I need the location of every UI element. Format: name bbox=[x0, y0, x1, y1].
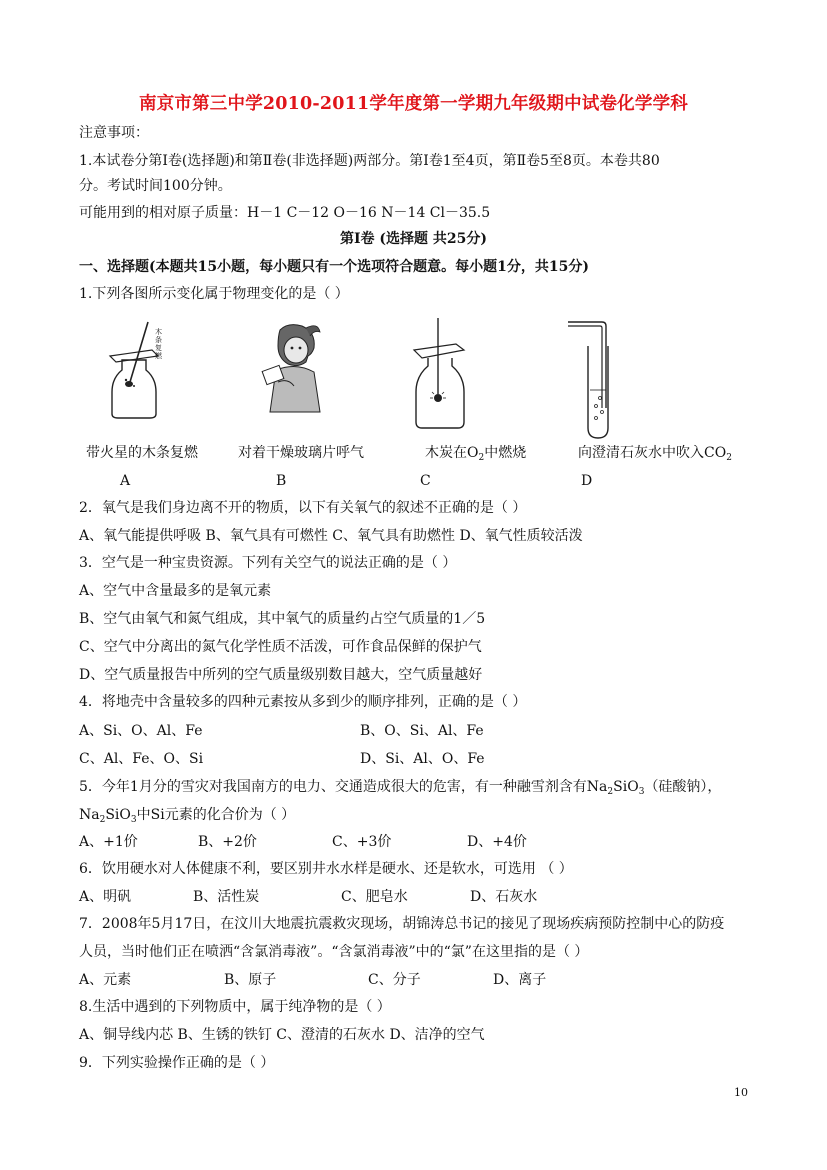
question-3-option-d: D、空气质量报告中所列的空气质量级别数目越大，空气质量越好 bbox=[79, 667, 483, 683]
question-5-stem-line-2: $Na_2SiO_3$中Si元素的化合价为（ ） bbox=[79, 807, 296, 825]
question-6-option-c: C、肥皂水 bbox=[341, 889, 408, 905]
question-3-stem: 3．空气是一种宝贵资源。下列有关空气的说法正确的是（ ） bbox=[79, 555, 457, 571]
figure-a-caption: 带火星的木条复燃 bbox=[86, 445, 198, 461]
figure-c-charcoal-bottle bbox=[408, 318, 476, 434]
note-1-line-2: 分。考试时间100分钟。 bbox=[79, 178, 232, 194]
question-6-option-a: A、明矾 bbox=[79, 889, 132, 905]
section-1-heading: 一、选择题(本题共15小题，每小题只有一个选项符合题意。每小题1分，共15分) bbox=[79, 259, 589, 275]
question-6-stem: 6．饮用硬水对人体健康不利，要区别井水水样是硬水、还是软水，可选用 （ ） bbox=[79, 861, 573, 877]
figure-b-caption: 对着干燥玻璃片呼气 bbox=[238, 445, 364, 461]
figure-b-girl-breathing bbox=[258, 322, 328, 414]
exam-title: 南京市第三中学2010-2011学年度第一学期九年级期中试卷化学学科 bbox=[139, 94, 688, 114]
question-5-stem: 5．今年1月分的雪灾对我国南方的电力、交通造成很大的危害，有一种融雪剂含有$Na_2SiO_3$（硅酸钠）， bbox=[79, 779, 722, 797]
question-3-option-b: B、空气由氧气和氮气组成，其中氧气的质量约占空气质量的1／5 bbox=[79, 611, 486, 627]
figure-d-caption: 向澄清石灰水中吹入$CO_2$ bbox=[578, 445, 732, 463]
figure-c-letter: C bbox=[420, 473, 431, 489]
question-1-stem: 1.下列各图所示变化属于物理变化的是（ ） bbox=[79, 286, 349, 302]
page-number: 10 bbox=[734, 1086, 748, 1099]
notes-heading: 注意事项： bbox=[79, 125, 149, 141]
atomic-masses: 可能用到的相对原子质量：H－1 C－12 O－16 N－14 Cl－35.5 bbox=[79, 205, 491, 221]
question-5-option-b: B、+2价 bbox=[198, 834, 257, 850]
question-2-options: A、氧气能提供呼吸 B、氧气具有可燃性 C、氧气具有助燃性 D、氧气性质较活泼 bbox=[79, 528, 583, 544]
figure-d-letter: D bbox=[581, 473, 593, 489]
question-7-option-c: C、分子 bbox=[368, 972, 421, 988]
question-3-option-c: C、空气中分离出的氮气化学性质不活泼，可作食品保鲜的保护气 bbox=[79, 639, 482, 655]
figure-d-test-tube bbox=[566, 318, 616, 440]
question-7-option-b: B、原子 bbox=[224, 972, 277, 988]
question-8-options: A、铜导线内芯 B、生锈的铁钉 C、澄清的石灰水 D、洁净的空气 bbox=[79, 1027, 485, 1043]
question-6-option-b: B、活性炭 bbox=[193, 889, 260, 905]
part-1-heading: 第Ⅰ卷 (选择题 共25分) bbox=[339, 231, 488, 247]
question-3-option-a: A、空气中含量最多的是氧元素 bbox=[79, 583, 272, 599]
question-5-option-c: C、+3价 bbox=[332, 834, 392, 850]
question-7-line-1: 7．2008年5月17日，在汶川大地震抗震救灾现场，胡锦涛总书记的接见了现场疾病预防控制中心的防疫 bbox=[79, 916, 725, 932]
question-4-option-d: D、Si、Al、O、Fe bbox=[360, 751, 485, 767]
question-9-stem: 9．下列实验操作正确的是（ ） bbox=[79, 1055, 275, 1071]
question-8-stem: 8.生活中遇到的下列物质中，属于纯净物的是（ ） bbox=[79, 999, 391, 1015]
note-1-line-1: 1.本试卷分第Ⅰ卷(选择题)和第Ⅱ卷(非选择题)两部分。第Ⅰ卷1至4页，第Ⅱ卷5至8页。本卷共80 bbox=[79, 153, 660, 169]
figure-b-letter: B bbox=[276, 473, 287, 489]
question-4-option-b: B、O、Si、Al、Fe bbox=[360, 723, 484, 739]
question-4-option-c: C、Al、Fe、O、Si bbox=[79, 751, 204, 767]
figure-a-label: 木条复燃 bbox=[155, 328, 162, 360]
question-4-option-a: A、Si、O、Al、Fe bbox=[79, 723, 203, 739]
figure-c-caption: 木炭在$O_2$中燃烧 bbox=[425, 445, 527, 463]
question-5-option-a: A、+1价 bbox=[79, 834, 138, 850]
question-7-option-a: A、元素 bbox=[79, 972, 132, 988]
figure-a-letter: A bbox=[120, 473, 131, 489]
figure-a-splint-bottle bbox=[100, 322, 180, 422]
question-7-line-2: 人员，当时他们正在喷洒“含氯消毒液”。“含氯消毒液”中的“氯”在这里指的是（ ） bbox=[79, 944, 589, 960]
question-5-option-d: D、+4价 bbox=[467, 834, 527, 850]
question-6-option-d: D、石灰水 bbox=[470, 889, 538, 905]
question-2-stem: 2．氧气是我们身边离不开的物质，以下有关氧气的叙述不正确的是（ ） bbox=[79, 500, 527, 516]
question-7-option-d: D、离子 bbox=[493, 972, 547, 988]
question-4-stem: 4．将地壳中含量较多的四种元素按从多到少的顺序排列，正确的是（ ） bbox=[79, 694, 527, 710]
